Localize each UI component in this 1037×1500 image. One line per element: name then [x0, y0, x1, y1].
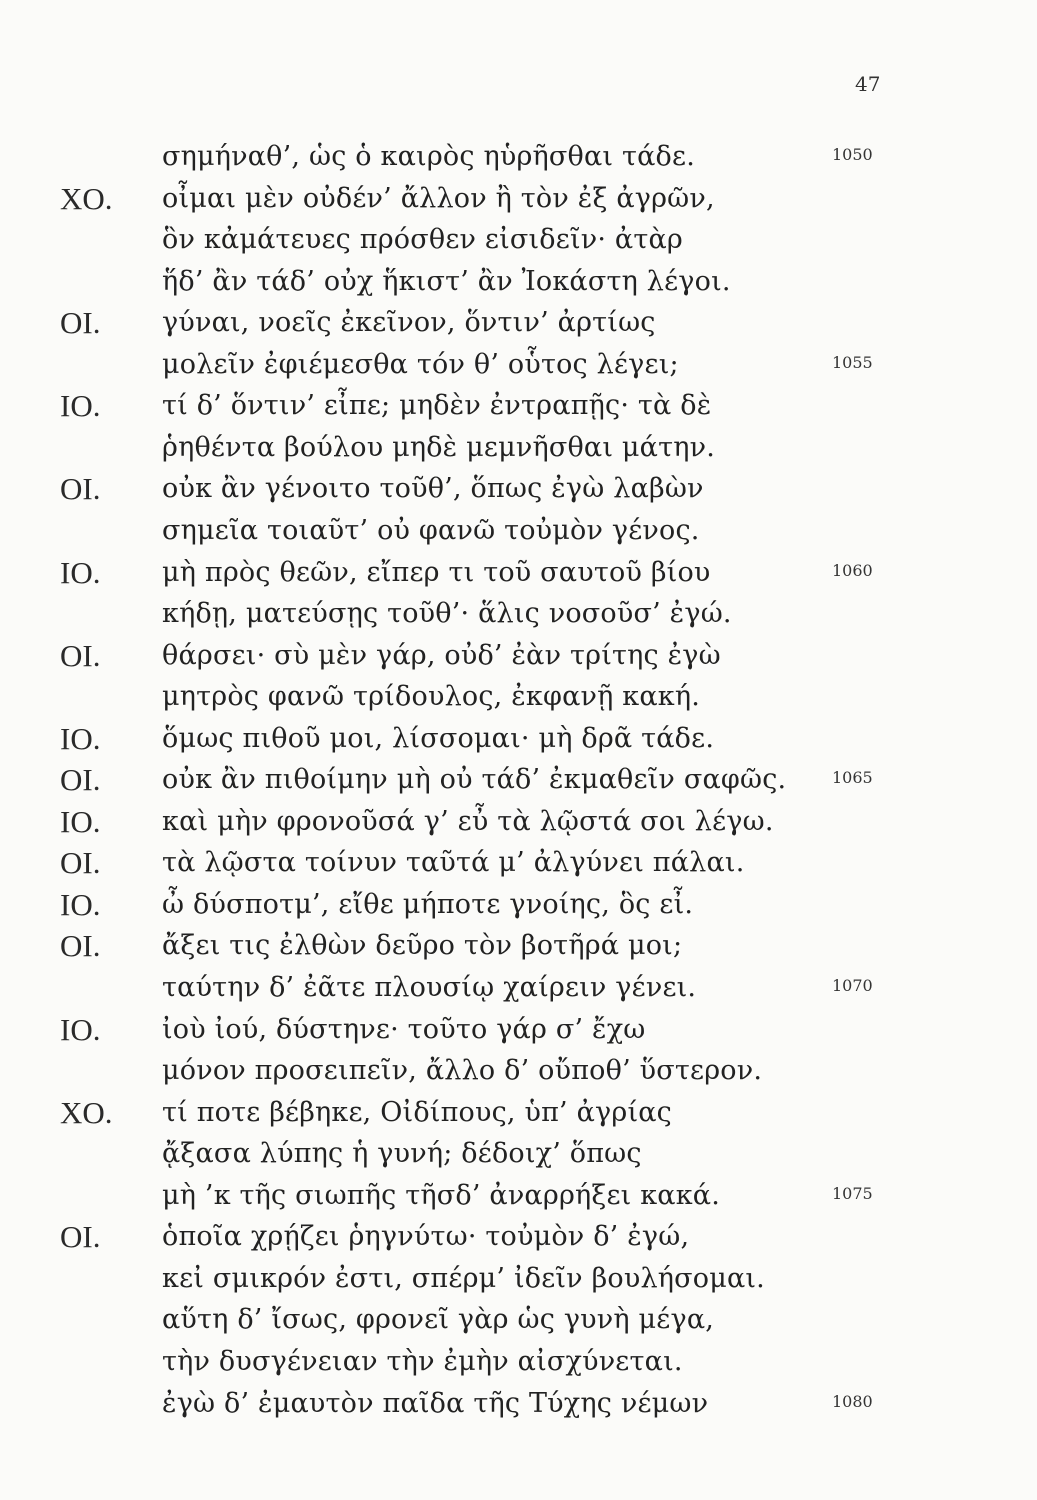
verse-text: τί δ’ ὅντιν’ εἶπε; μηδὲν ἐντραπῇς· τὰ δὲ — [162, 390, 712, 422]
verse-line — [0, 387, 1037, 425]
verse-line — [0, 927, 1037, 965]
verse-text: κεἰ σμικρόν ἐστι, σπέρμ’ ἰδεῖν βουλήσομαι. — [162, 1262, 765, 1294]
verse-line — [0, 803, 1037, 841]
verse-text: μητρὸς φανῶ τρίδουλος, ἐκφανῇ κακή. — [162, 681, 701, 713]
verse-text: τὰ λῷστα τοίνυν ταῦτά μ’ ἀλγύνει πάλαι. — [162, 847, 745, 879]
verse-text: τί ποτε βέβηκε, Οἰδίπους, ὑπ’ ἀγρίας — [162, 1096, 672, 1128]
verse-text: οὐκ ἂν γένοιτο τοῦθ’, ὅπως ἐγὼ λαβὼν — [162, 473, 704, 505]
line-number: 1080 — [832, 1391, 873, 1411]
verse-line — [0, 221, 1037, 259]
verse-line — [0, 1094, 1037, 1132]
verse-text: ὃν κἀμάτευες πρόσθεν εἰσιδεῖν· ἀτὰρ — [162, 224, 683, 256]
verse-text: ὅμως πιθοῦ μοι, λίσσομαι· μὴ δρᾶ τάδε. — [162, 722, 715, 754]
line-number: 1050 — [832, 145, 873, 164]
verse-text: σημεῖα τοιαῦτ’ οὐ φανῶ τοὐμὸν γένος. — [162, 514, 700, 546]
verse-line — [0, 470, 1037, 508]
verse-line — [0, 1385, 1037, 1423]
verse-text: θάρσει· σὺ μὲν γάρ, οὐδ’ ἐὰν τρίτης ἐγὼ — [162, 639, 721, 671]
verse-line — [0, 1011, 1037, 1049]
verse-text: αὕτη δ’ ἴσως, φρονεῖ γὰρ ὡς γυνὴ μέγα, — [162, 1304, 715, 1336]
speaker-label: ΙΟ. — [60, 886, 101, 922]
speaker-label: ΟΙ. — [60, 845, 101, 881]
line-number: 1060 — [832, 560, 873, 580]
verse-line — [0, 512, 1037, 550]
speaker-label: ΟΙ. — [60, 471, 101, 507]
verse-text: τὴν δυσγένειαν τὴν ἐμὴν αἰσχύνεται. — [162, 1345, 683, 1377]
verse-line — [0, 1301, 1037, 1339]
speaker-label: ΟΙ. — [60, 928, 101, 964]
verse-text: ῥηθέντα βούλου μηδὲ μεμνῆσθαι μάτην. — [162, 431, 716, 463]
verse-line — [0, 678, 1037, 716]
verse-line — [0, 138, 1037, 176]
speaker-label: ΙΟ. — [60, 388, 101, 424]
line-number: 1065 — [832, 768, 873, 788]
verse-text: μόνον προσειπεῖν, ἄλλο δ’ οὔποθ’ ὕστερον. — [162, 1055, 763, 1087]
verse-line — [0, 429, 1037, 467]
verse-line — [0, 1343, 1037, 1381]
line-number: 1055 — [832, 352, 873, 372]
speaker-label: ΧΟ. — [60, 1094, 113, 1130]
verse-text: ἰοὺ ἰού, δύστηνε· τοῦτο γάρ σ’ ἔχω — [162, 1013, 646, 1045]
speaker-label: ΙΟ. — [60, 554, 101, 590]
verse-line — [0, 886, 1037, 924]
verse-line — [0, 1218, 1037, 1256]
verse-line — [0, 346, 1037, 384]
verse-line — [0, 969, 1037, 1007]
line-number: 1070 — [832, 976, 873, 995]
verse-text: γύναι, νοεῖς ἐκεῖνον, ὅντιν’ ἀρτίως — [162, 307, 656, 339]
speaker-label: ΙΟ. — [60, 720, 101, 756]
verse-line — [0, 1177, 1037, 1215]
speaker-label: ΧΟ. — [60, 180, 113, 216]
verse-text: ὦ δύσποτμ’, εἴθε μήποτε γνοίης, ὃς εἶ. — [162, 888, 694, 920]
verse-line — [0, 1052, 1037, 1090]
speaker-label: ΙΟ. — [60, 1011, 101, 1047]
verse-text: καὶ μὴν φρονοῦσά γ’ εὖ τὰ λῷστά σοι λέγω. — [162, 805, 774, 837]
speaker-label: ΙΟ. — [60, 803, 101, 839]
verse-line — [0, 720, 1037, 758]
speaker-label: ΟΙ. — [60, 637, 101, 673]
verse-text: ὁποῖα χρῄζει ῥηγνύτω· τοὐμὸν δ’ ἐγώ, — [162, 1221, 690, 1253]
speaker-label: ΟΙ. — [60, 1219, 101, 1255]
verse-text: ταύτην δ’ ἐᾶτε πλουσίῳ χαίρειν γένει. — [162, 972, 697, 1003]
verse-line — [0, 637, 1037, 675]
verse-text: ἄξει τις ἐλθὼν δεῦρο τὸν βοτῆρά μοι; — [162, 930, 683, 962]
verse-text: ᾄξασα λύπης ἡ γυνή; δέδοιχ’ ὅπως — [162, 1138, 642, 1170]
verse-line — [0, 844, 1037, 882]
verse-line — [0, 595, 1037, 633]
verse-line — [0, 554, 1037, 592]
verse-text: οὐκ ἂν πιθοίμην μὴ οὐ τάδ’ ἐκμαθεῖν σαφῶς. — [162, 764, 787, 796]
verse-text: μὴ πρὸς θεῶν, εἴπερ τι τοῦ σαυτοῦ βίου — [162, 556, 711, 588]
verse-text: ἥδ’ ἂν τάδ’ οὐχ ἥκιστ’ ἂν Ἰοκάστη λέγοι. — [162, 265, 731, 297]
verse-text: οἶμαι μὲν οὐδέν’ ἄλλον ἢ τὸν ἐξ ἀγρῶν, — [162, 182, 715, 214]
verse-line — [0, 1135, 1037, 1173]
speaker-label: ΟΙ. — [60, 762, 101, 798]
verse-text: μολεῖν ἐφιέμεσθα τόν θ’ οὗτος λέγει; — [162, 348, 679, 380]
verse-line — [0, 761, 1037, 799]
verse-text: ἐγὼ δ’ ἐμαυτὸν παῖδα τῆς Τύχης νέμων — [162, 1387, 709, 1419]
verse-line — [0, 304, 1037, 342]
page-number: 47 — [855, 72, 881, 96]
speaker-label: ΟΙ. — [60, 305, 101, 341]
verse-line — [0, 1260, 1037, 1298]
verse-line — [0, 180, 1037, 218]
verse-line — [0, 263, 1037, 301]
verse-text: μὴ ’κ τῆς σιωπῆς τῆσδ’ ἀναρρήξει κακά. — [162, 1179, 721, 1211]
verse-text: κήδῃ, ματεύσῃς τοῦθ’· ἅλις νοσοῦσ’ ἐγώ. — [162, 598, 732, 630]
line-number: 1075 — [832, 1183, 873, 1203]
verse-text: σημήναθ’, ὡς ὁ καιρὸς ηὑρῆσθαι τάδε. — [162, 141, 695, 172]
